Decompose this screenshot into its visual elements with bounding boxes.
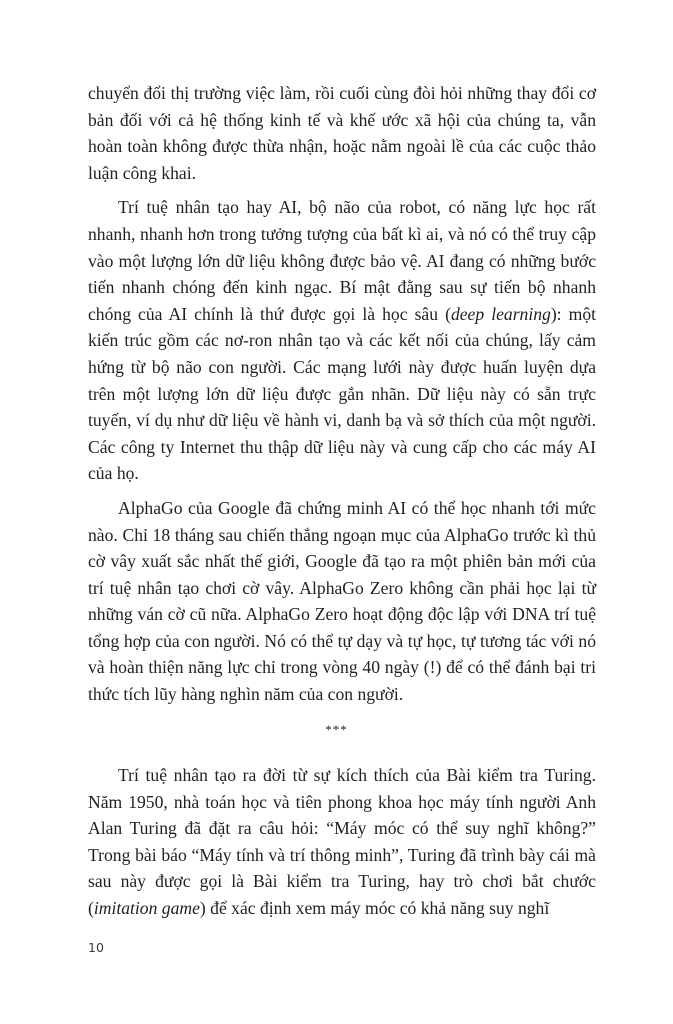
paragraph-text: ) để xác định xem máy móc có khả năng suy nghĩ	[199, 897, 550, 918]
paragraph-text: Trí tuệ nhân tạo hay AI, bộ não của robot, có năng lực học rất nhanh, nhanh hơn trong tưởng tượng của bất kì ai, và nó có thể truy cập vào một lượng lớn dữ liệu không được bảo vệ. AI đang có những bước tiến nhanh chóng đến kinh ngạc. Bí mật đằng sau sự tiến bộ nhanh chóng của AI chính là thứ được gọi là học sâu (	[88, 197, 596, 324]
paragraph-text: ): một kiến trúc gồm các nơ-ron nhân tạo và các kết nối của chúng, lấy cảm hứng từ bộ não con người. Các mạng lưới này được huấn luyện dựa trên một lượng lớn dữ liệu được gắn nhãn. Dữ liệu này có sẵn trực tuyến, ví dụ như dữ liệu về hành vi, danh bạ và sở thích của một người. Các công ty Internet thu thập dữ liệu này và cung cấp cho các máy AI của họ.	[88, 303, 596, 484]
italic-term-deep-learning: deep learning	[450, 303, 551, 324]
page-number: 10	[88, 940, 104, 955]
paragraph-continued: chuyển đổi thị trường việc làm, rồi cuối cùng đòi hỏi những thay đổi cơ bản đối với cả hệ thống kinh tế và khế ước xã hội của chúng ta, vẫn hoàn toàn không được thừa nhận, hoặc nằm ngoài lề của các cuộc thảo luận công khai.	[88, 83, 596, 183]
paragraph-turing-test	[88, 762, 596, 922]
paragraph-ai-deep-learning	[88, 194, 596, 487]
main-text-upper	[88, 80, 596, 708]
paragraph-alphago: AlphaGo của Google đã chứng minh AI có thể học nhanh tới mức nào. Chỉ 18 tháng sau chiến thắng ngoạn mục của AlphaGo trước kì thủ cờ vây xuất sắc nhất thế giới, Google đã tạo ra một phiên bản mới của trí tuệ nhân tạo chơi cờ vây. AlphaGo Zero không cần phải học lại từ những ván cờ cũ nữa. AlphaGo Zero hoạt động độc lập với DNA trí tuệ tổng hợp của con người. Nó có thể tự dạy và tự học, tự tương tác với nó và hoàn thiện năng lực chỉ trong vòng 40 ngày (!) để có thể đánh bại tri thức tích lũy hàng nghìn năm của con người.	[88, 497, 596, 705]
italic-term-imitation-game: imitation game	[93, 897, 200, 918]
main-text-lower	[88, 762, 596, 922]
paragraph-text: Trí tuệ nhân tạo ra đời từ sự kích thích của Bài kiểm tra Turing. Năm 1950, nhà toán học và tiên phong khoa học máy tính người Anh Alan Turing đã đặt ra câu hỏi: “Máy móc có thể suy nghĩ không?” Trong bài báo “Máy tính và trí thông minh”, Turing đã trình bày cái mà sau này được gọi là Bài kiểm tra Turing, hay trò chơi bắt chước (	[88, 765, 596, 918]
section-separator: ***	[325, 722, 348, 737]
